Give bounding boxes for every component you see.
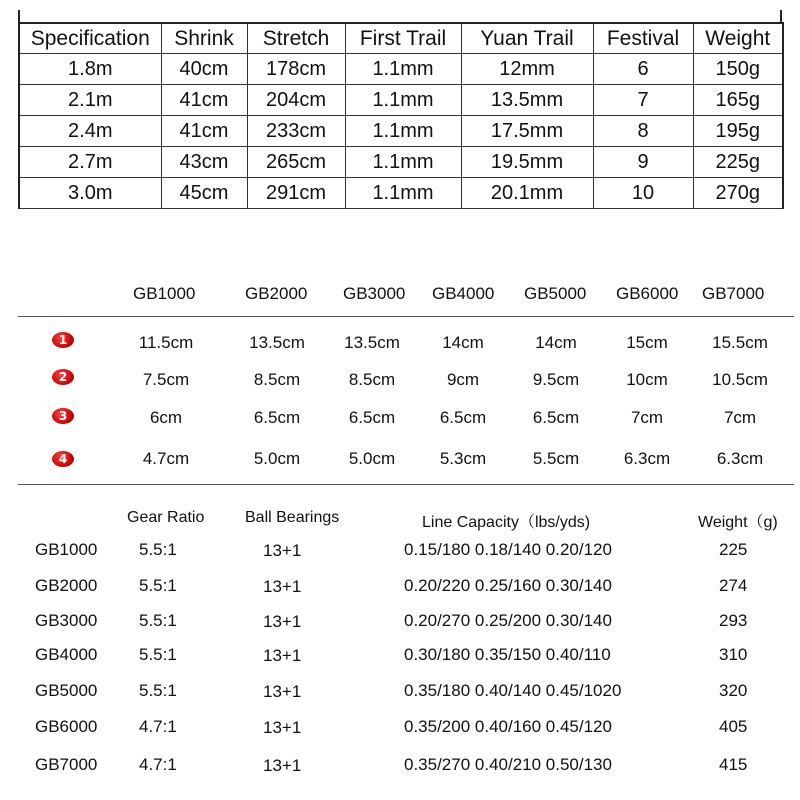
ball-bearings-value: 13+1 <box>263 718 302 737</box>
weight-value: 293 <box>719 611 748 630</box>
weight-value: 415 <box>719 755 748 774</box>
table-cell: 204cm <box>247 85 345 116</box>
table-cell: 1.1mm <box>345 147 461 178</box>
table-cell: 7.5cm <box>142 370 190 389</box>
column-header-gb4000: GB4000 <box>432 284 495 303</box>
gear-ratio-value: 5.5:1 <box>139 540 177 559</box>
table-cell: 9 <box>593 147 693 178</box>
table-cell: 2.1m <box>19 85 161 116</box>
column-header-first-trail: First Trail <box>345 23 461 54</box>
model-name: GB3000 <box>35 611 98 630</box>
column-header-gear-ratio: Gear Ratio <box>127 509 205 526</box>
table-cell: 225g <box>693 147 783 178</box>
table-cell: 1.8m <box>19 54 161 85</box>
table-cell: 5.5cm <box>532 449 580 468</box>
table-cell: 11.5cm <box>138 333 194 352</box>
column-header-gb1000: GB1000 <box>133 284 196 303</box>
table-cell: 178cm <box>247 54 345 85</box>
table-cell: 5.3cm <box>439 449 487 468</box>
number-marker-icon: 2 <box>52 369 74 385</box>
table-cell: 1.1mm <box>345 85 461 116</box>
column-header-weight: Weight（g) <box>698 514 778 531</box>
table-cell: 20.1mm <box>461 178 593 209</box>
weight-value: 225 <box>719 540 748 559</box>
table-cell: 3.0m <box>19 178 161 209</box>
column-header-specification: Specification <box>19 23 161 54</box>
ball-bearings-value: 13+1 <box>263 646 302 665</box>
table-cell: 13.5cm <box>344 333 400 352</box>
line-capacity-value: 0.35/200 0.40/160 0.45/120 <box>404 717 612 736</box>
table-cell: 10.5cm <box>712 370 768 389</box>
table-cell: 2.4m <box>19 116 161 147</box>
line-capacity-value: 0.15/180 0.18/140 0.20/120 <box>404 540 612 559</box>
table-cell: 40cm <box>161 54 247 85</box>
column-header-ball-bearings: Ball Bearings <box>245 509 340 526</box>
line-capacity-value: 0.20/270 0.25/200 0.30/140 <box>404 611 612 630</box>
table-cell: 6.5cm <box>348 408 396 427</box>
table-cell: 7 <box>593 85 693 116</box>
table-cell: 2.7m <box>19 147 161 178</box>
divider <box>18 316 794 317</box>
table-cell: 12mm <box>461 54 593 85</box>
table-edge-tick-left <box>18 10 20 22</box>
table-cell: 270g <box>693 178 783 209</box>
model-name: GB6000 <box>35 717 98 736</box>
rod-spec-table <box>18 22 784 209</box>
gear-ratio-value: 4.7:1 <box>139 755 177 774</box>
weight-value: 310 <box>719 645 748 664</box>
model-name: GB5000 <box>35 681 98 700</box>
model-name: GB2000 <box>35 576 98 595</box>
table-cell: 6cm <box>149 408 183 427</box>
table-cell: 15.5cm <box>712 333 768 352</box>
table-cell: 265cm <box>247 147 345 178</box>
table-cell: 165g <box>693 85 783 116</box>
column-header-stretch: Stretch <box>247 23 345 54</box>
ball-bearings-value: 13+1 <box>263 682 302 701</box>
table-cell: 5.0cm <box>348 449 396 468</box>
table-row <box>19 178 783 209</box>
table-cell: 6 <box>593 54 693 85</box>
gear-ratio-value: 5.5:1 <box>139 611 177 630</box>
line-capacity-value: 0.20/220 0.25/160 0.30/140 <box>404 576 612 595</box>
table-cell: 9.5cm <box>532 370 580 389</box>
table-cell: 6.5cm <box>439 408 487 427</box>
ball-bearings-value: 13+1 <box>263 541 302 560</box>
table-cell: 291cm <box>247 178 345 209</box>
table-row <box>19 85 783 116</box>
number-marker-icon: 1 <box>52 332 74 348</box>
table-cell: 15cm <box>626 333 668 352</box>
table-cell: 14cm <box>442 333 484 352</box>
table-cell: 4.7cm <box>142 449 190 468</box>
number-marker-icon: 4 <box>52 451 74 467</box>
table-cell: 45cm <box>161 178 247 209</box>
table-cell: 17.5mm <box>461 116 593 147</box>
table-cell: 6.3cm <box>623 449 671 468</box>
table-cell: 41cm <box>161 85 247 116</box>
column-header-festival: Festival <box>593 23 693 54</box>
table-cell: 6.3cm <box>716 449 764 468</box>
column-header-yuan-trail: Yuan Trail <box>461 23 593 54</box>
table-cell: 14cm <box>535 333 577 352</box>
table-row <box>19 147 783 178</box>
column-header-weight: Weight <box>693 23 783 54</box>
weight-value: 320 <box>719 681 748 700</box>
gear-ratio-value: 5.5:1 <box>139 681 177 700</box>
table-row <box>19 54 783 85</box>
table-cell: 8 <box>593 116 693 147</box>
table-cell: 6.5cm <box>532 408 580 427</box>
table-header-row <box>19 23 783 54</box>
column-header-gb3000: GB3000 <box>343 284 406 303</box>
line-capacity-value: 0.30/180 0.35/150 0.40/110 <box>404 645 611 664</box>
model-name: GB4000 <box>35 645 98 664</box>
column-header-gb7000: GB7000 <box>702 284 765 303</box>
table-cell: 7cm <box>630 408 664 427</box>
table-cell: 5.0cm <box>253 449 301 468</box>
ball-bearings-value: 13+1 <box>263 577 302 596</box>
model-name: GB7000 <box>35 755 98 774</box>
table-cell: 13.5mm <box>461 85 593 116</box>
table-row <box>19 116 783 147</box>
table-cell: 195g <box>693 116 783 147</box>
ball-bearings-value: 13+1 <box>263 756 302 775</box>
table-cell: 9cm <box>446 370 480 389</box>
table-cell: 10cm <box>626 370 668 389</box>
table-cell: 6.5cm <box>253 408 301 427</box>
table-cell: 1.1mm <box>345 178 461 209</box>
table-cell: 233cm <box>247 116 345 147</box>
table-cell: 13.5cm <box>249 333 305 352</box>
column-header-gb5000: GB5000 <box>524 284 587 303</box>
table-cell: 7cm <box>723 408 757 427</box>
gear-ratio-value: 5.5:1 <box>139 645 177 664</box>
table-cell: 19.5mm <box>461 147 593 178</box>
divider <box>18 484 794 485</box>
table-cell: 41cm <box>161 116 247 147</box>
weight-value: 405 <box>719 717 748 736</box>
column-header-gb6000: GB6000 <box>616 284 679 303</box>
column-header-gb2000: GB2000 <box>245 284 308 303</box>
ball-bearings-value: 13+1 <box>263 612 302 631</box>
table-cell: 43cm <box>161 147 247 178</box>
line-capacity-value: 0.35/180 0.40/140 0.45/1020 <box>404 681 622 700</box>
table-cell: 10 <box>593 178 693 209</box>
model-name: GB1000 <box>35 540 98 559</box>
number-marker-icon: 3 <box>52 408 74 424</box>
column-header-shrink: Shrink <box>161 23 247 54</box>
gear-ratio-value: 5.5:1 <box>139 576 177 595</box>
table-cell: 1.1mm <box>345 54 461 85</box>
line-capacity-value: 0.35/270 0.40/210 0.50/130 <box>404 755 612 774</box>
gear-ratio-value: 4.7:1 <box>139 717 177 736</box>
table-cell: 8.5cm <box>348 370 396 389</box>
table-cell: 1.1mm <box>345 116 461 147</box>
table-cell: 150g <box>693 54 783 85</box>
weight-value: 274 <box>719 576 748 595</box>
table-cell: 8.5cm <box>253 370 301 389</box>
table-edge-tick-right <box>780 10 782 22</box>
column-header-line-capacity: Line Capacity（lbs/yds) <box>422 514 591 531</box>
